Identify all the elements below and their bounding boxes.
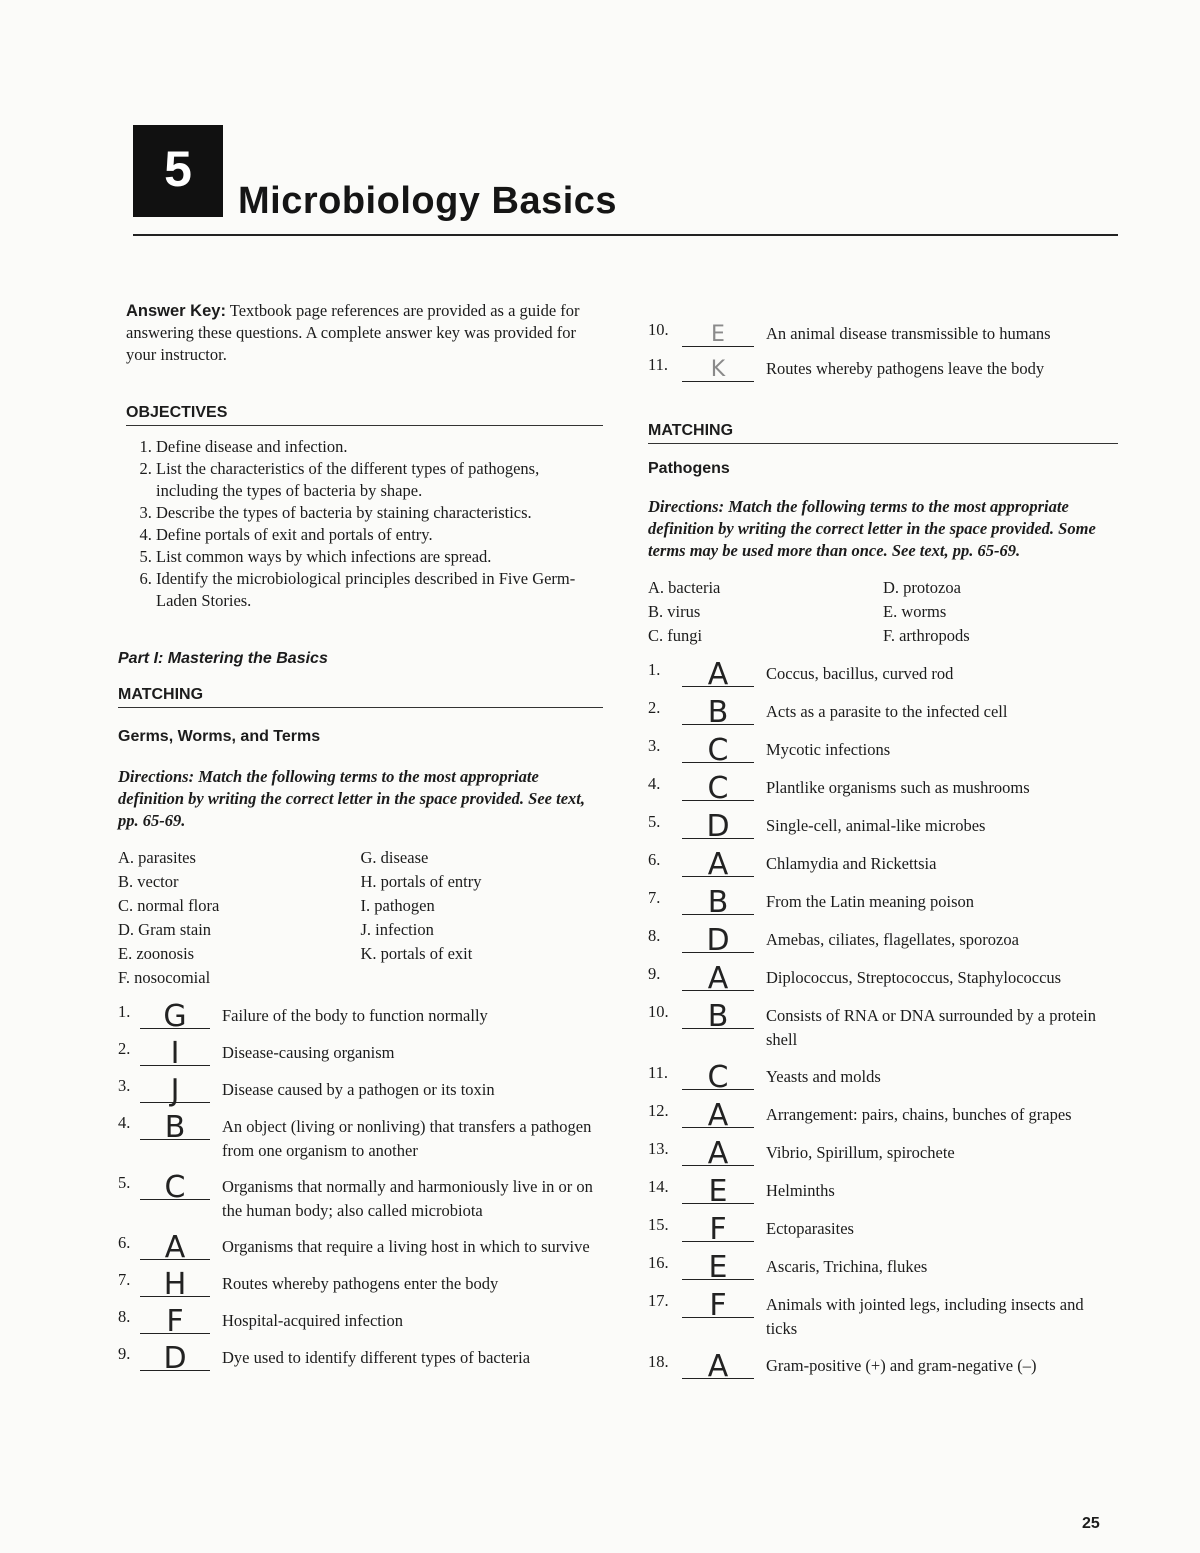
question-row: [648, 733, 1118, 768]
handwritten-answer: F: [709, 1288, 727, 1323]
question-definition: Disease caused by a pathogen or its toxin: [222, 1080, 495, 1099]
germs-terms-col2: [361, 846, 604, 990]
objective-item: 2. List the characteristics of the different types of pathogens, including the types of bacteria by shape.: [156, 458, 603, 502]
question-definition: Helminths: [766, 1181, 835, 1200]
handwritten-answer: A: [707, 1349, 729, 1384]
question-number: 2.: [118, 1039, 131, 1058]
question-definition: Gram-positive (+) and gram-negative (–): [766, 1356, 1037, 1375]
part-heading: Part I: Mastering the Basics: [118, 650, 328, 667]
question-definition: Failure of the body to function normally: [222, 1006, 488, 1025]
question-row: [118, 1341, 603, 1376]
question-row: [118, 1111, 603, 1163]
answer-blank[interactable]: [682, 999, 754, 1034]
objectives-list: [126, 436, 603, 612]
handwritten-answer: I: [170, 1036, 180, 1071]
answer-blank[interactable]: [682, 847, 754, 882]
question-definition: Mycotic infections: [766, 740, 891, 759]
question-definition: Consists of RNA or DNA surrounded by a protein shell: [766, 1006, 1096, 1049]
answer-blank[interactable]: [682, 1250, 754, 1285]
term-item: D. Gram stain: [118, 920, 212, 939]
handwritten-answer: E: [708, 1250, 728, 1285]
question-number: 8.: [118, 1307, 131, 1326]
term-item: D. protozoa: [883, 578, 961, 597]
question-number: 6.: [118, 1233, 131, 1252]
answer-blank[interactable]: [682, 695, 754, 730]
answer-blank[interactable]: [682, 923, 754, 958]
question-number: 1.: [648, 660, 661, 679]
answer-blank[interactable]: [140, 1170, 210, 1205]
handwritten-answer: D: [706, 923, 730, 958]
question-number: 16.: [648, 1253, 669, 1272]
pathogens-question-list: [648, 657, 1118, 1384]
answer-blank[interactable]: [682, 318, 754, 347]
chapter-number: 5: [133, 125, 223, 217]
handwritten-answer: A: [164, 1230, 186, 1265]
term-item: A. parasites: [118, 848, 196, 867]
question-number: 8.: [648, 926, 661, 945]
question-row: [648, 657, 1118, 692]
germs-terms-col1: [118, 846, 361, 990]
germs-question-list: [118, 999, 603, 1376]
page-number: 25: [1082, 1515, 1100, 1532]
question-number: 3.: [118, 1076, 131, 1095]
question-row: [648, 961, 1118, 996]
question-number: 17.: [648, 1291, 669, 1310]
objective-item: 3. Describe the types of bacteria by staining characteristics.: [156, 502, 603, 524]
answer-key-label: Answer Key:: [126, 302, 226, 320]
term-item: E. zoonosis: [118, 944, 195, 963]
pathogens-directions: Directions: Match the following terms to the most appropriate definition by writing the correct letter in the space provided. Some terms may be used more than once. See text, pp. 65-69.: [648, 497, 1096, 560]
germs-directions: Directions: Match the following terms to the most appropriate definition by writing the correct letter in the space provided. See text, pp. 65-69.: [118, 767, 585, 830]
question-row: [118, 1267, 603, 1302]
pathogens-matching-heading: MATCHING: [648, 422, 1118, 444]
question-row: [118, 1304, 603, 1339]
question-definition: Hospital-acquired infection: [222, 1311, 403, 1330]
question-definition: Single-cell, animal-like microbes: [766, 816, 986, 835]
question-definition: Arrangement: pairs, chains, bunches of grapes: [766, 1105, 1072, 1124]
pathogens-terms-col1: [648, 576, 883, 648]
question-row: [648, 1289, 1118, 1341]
right-column: [648, 318, 1118, 1388]
question-row: [118, 999, 603, 1034]
term-item: F. nosocomial: [118, 968, 211, 987]
answer-key-text: Textbook page references are provided as a guide for answering these questions. A complete answer key was provided for your instructor.: [126, 301, 580, 364]
handwritten-answer: B: [707, 999, 729, 1034]
question-number: 6.: [648, 850, 661, 869]
answer-blank[interactable]: [682, 1288, 754, 1323]
question-number: 5.: [118, 1173, 131, 1192]
question-row: [648, 318, 1118, 347]
term-item: F. arthropods: [883, 626, 970, 645]
question-number: 2.: [648, 698, 661, 717]
question-row: [648, 923, 1118, 958]
objectives-heading: OBJECTIVES: [126, 404, 603, 426]
handwritten-answer: B: [707, 695, 729, 730]
chapter-title: Microbiology Basics: [238, 180, 618, 222]
question-definition: Plantlike organisms such as mushrooms: [766, 778, 1030, 797]
question-row: [648, 885, 1118, 920]
question-row: [648, 1250, 1118, 1285]
question-number: 10.: [648, 320, 669, 339]
term-item: G. disease: [360, 848, 429, 867]
handwritten-answer: B: [707, 885, 729, 920]
answer-blank[interactable]: [140, 1267, 210, 1302]
pathogens-terms: [648, 576, 1118, 648]
answer-blank[interactable]: [682, 1136, 754, 1171]
handwritten-answer: A: [707, 847, 729, 882]
question-number: 7.: [648, 888, 661, 907]
question-row: [648, 1060, 1118, 1095]
objective-item: 5. List common ways by which infections are spread.: [156, 546, 603, 568]
term-item: A. bacteria: [648, 578, 721, 597]
question-row: [118, 1036, 603, 1071]
question-definition: Disease-causing organism: [222, 1043, 395, 1062]
question-row: [648, 847, 1118, 882]
answer-key-note: [126, 300, 603, 366]
answer-blank[interactable]: [682, 733, 754, 768]
handwritten-answer: J: [170, 1073, 180, 1108]
handwritten-answer: E: [708, 1174, 728, 1209]
question-number: 11.: [648, 355, 669, 374]
question-row: [648, 1212, 1118, 1247]
answer-blank[interactable]: [682, 1349, 754, 1384]
question-row: [648, 1000, 1118, 1052]
handwritten-answer: D: [163, 1341, 187, 1376]
answer-blank[interactable]: [140, 999, 210, 1034]
question-number: 5.: [648, 812, 661, 831]
answer-blank[interactable]: [140, 1304, 210, 1339]
objective-item: 6. Identify the microbiological principles described in Five Germ-Laden Stories.: [156, 568, 603, 612]
term-item: I. pathogen: [360, 896, 435, 915]
handwritten-answer: A: [707, 657, 729, 692]
question-row: [118, 1073, 603, 1108]
question-definition: Vibrio, Spirillum, spirochete: [766, 1143, 955, 1162]
question-definition: Acts as a parasite to the infected cell: [766, 702, 1008, 721]
question-definition: Coccus, bacillus, curved rod: [766, 664, 954, 683]
term-item: B. virus: [648, 602, 701, 621]
handwritten-answer: F: [166, 1304, 184, 1339]
question-row: [648, 353, 1118, 382]
question-definition: An animal disease transmissible to humans: [766, 324, 1051, 343]
question-definition: Dye used to identify different types of bacteria: [222, 1348, 531, 1367]
handwritten-answer: H: [163, 1267, 187, 1302]
handwritten-answer: B: [164, 1110, 186, 1145]
germs-terms: [118, 846, 603, 990]
left-column: [118, 300, 603, 1379]
question-row: [118, 1230, 603, 1265]
question-definition: Ascaris, Trichina, flukes: [766, 1257, 928, 1276]
objective-item: 1. Define disease and infection.: [156, 436, 603, 458]
handwritten-answer: D: [706, 809, 730, 844]
question-definition: Yeasts and molds: [766, 1067, 881, 1086]
matching-heading: MATCHING: [118, 686, 603, 708]
term-item: B. vector: [118, 872, 179, 891]
question-number: 11.: [648, 1063, 669, 1082]
question-definition: Routes whereby pathogens enter the body: [222, 1274, 499, 1293]
question-definition: Ectoparasites: [766, 1219, 854, 1238]
handwritten-answer: C: [707, 771, 729, 806]
handwritten-answer: A: [707, 1098, 729, 1133]
term-item: C. fungi: [648, 626, 703, 645]
handwritten-answer: G: [163, 999, 187, 1034]
question-definition: From the Latin meaning poison: [766, 892, 975, 911]
objective-item: 4. Define portals of exit and portals of entry.: [156, 524, 603, 546]
question-number: 7.: [118, 1270, 131, 1289]
question-definition: Routes whereby pathogens leave the body: [766, 359, 1045, 378]
answer-blank[interactable]: [682, 771, 754, 806]
question-row: [648, 1098, 1118, 1133]
answer-blank[interactable]: [682, 1174, 754, 1209]
question-row: [118, 1171, 603, 1223]
question-number: 10.: [648, 1002, 669, 1021]
term-item: H. portals of entry: [360, 872, 482, 891]
question-definition: Chlamydia and Rickettsia: [766, 854, 937, 873]
question-row: [648, 1174, 1118, 1209]
question-definition: Animals with jointed legs, including insects and ticks: [766, 1295, 1084, 1338]
objectives-section: [126, 404, 603, 612]
answer-blank[interactable]: [682, 657, 754, 692]
answer-blank[interactable]: [682, 885, 754, 920]
handwritten-answer: A: [707, 1136, 729, 1171]
question-definition: An object (living or nonliving) that transfers a pathogen from one organism to another: [222, 1117, 592, 1160]
answer-blank[interactable]: [682, 961, 754, 996]
question-number: 13.: [648, 1139, 669, 1158]
question-row: [648, 809, 1118, 844]
question-definition: Amebas, ciliates, flagellates, sporozoa: [766, 930, 1019, 949]
question-number: 4.: [118, 1113, 131, 1132]
answer-blank[interactable]: [682, 1060, 754, 1095]
answer-blank[interactable]: [682, 1212, 754, 1247]
pathogens-heading: Pathogens: [648, 460, 730, 477]
question-number: 3.: [648, 736, 661, 755]
answer-blank[interactable]: [140, 1341, 210, 1376]
answer-blank[interactable]: [682, 353, 754, 382]
answer-blank[interactable]: [682, 1098, 754, 1133]
question-definition: Organisms that normally and harmoniously live in or on the human body; also called microbiota: [222, 1177, 593, 1220]
answer-blank[interactable]: [682, 809, 754, 844]
term-item: K. portals of exit: [360, 944, 473, 963]
question-definition: Organisms that require a living host in which to survive: [222, 1237, 590, 1256]
question-number: 15.: [648, 1215, 669, 1234]
question-row: [648, 1136, 1118, 1171]
handwritten-answer: K: [710, 357, 726, 382]
question-number: 9.: [648, 964, 661, 983]
handwritten-answer: E: [711, 322, 725, 347]
answer-blank[interactable]: [140, 1230, 210, 1265]
answer-blank[interactable]: [140, 1036, 210, 1071]
term-item: C. normal flora: [118, 896, 220, 915]
germs-heading: Germs, Worms, and Terms: [118, 728, 321, 745]
germs-question-list-continued: [648, 318, 1118, 382]
question-row: [648, 695, 1118, 730]
question-number: 18.: [648, 1352, 669, 1371]
question-number: 14.: [648, 1177, 669, 1196]
handwritten-answer: A: [707, 961, 729, 996]
question-definition: Diplococcus, Streptococcus, Staphylococcus: [766, 968, 1062, 987]
term-item: E. worms: [883, 602, 947, 621]
question-number: 1.: [118, 1002, 131, 1021]
question-number: 12.: [648, 1101, 669, 1120]
handwritten-answer: C: [707, 733, 729, 768]
title-rule: [133, 234, 1118, 236]
term-item: J. infection: [360, 920, 434, 939]
question-row: [648, 1349, 1118, 1384]
handwritten-answer: C: [164, 1170, 186, 1205]
question-number: 4.: [648, 774, 661, 793]
question-row: [648, 771, 1118, 806]
pathogens-terms-col2: [883, 576, 1118, 648]
answer-blank[interactable]: [140, 1110, 210, 1145]
handwritten-answer: C: [707, 1060, 729, 1095]
question-number: 9.: [118, 1344, 131, 1363]
answer-blank[interactable]: [140, 1073, 210, 1108]
handwritten-answer: F: [709, 1212, 727, 1247]
